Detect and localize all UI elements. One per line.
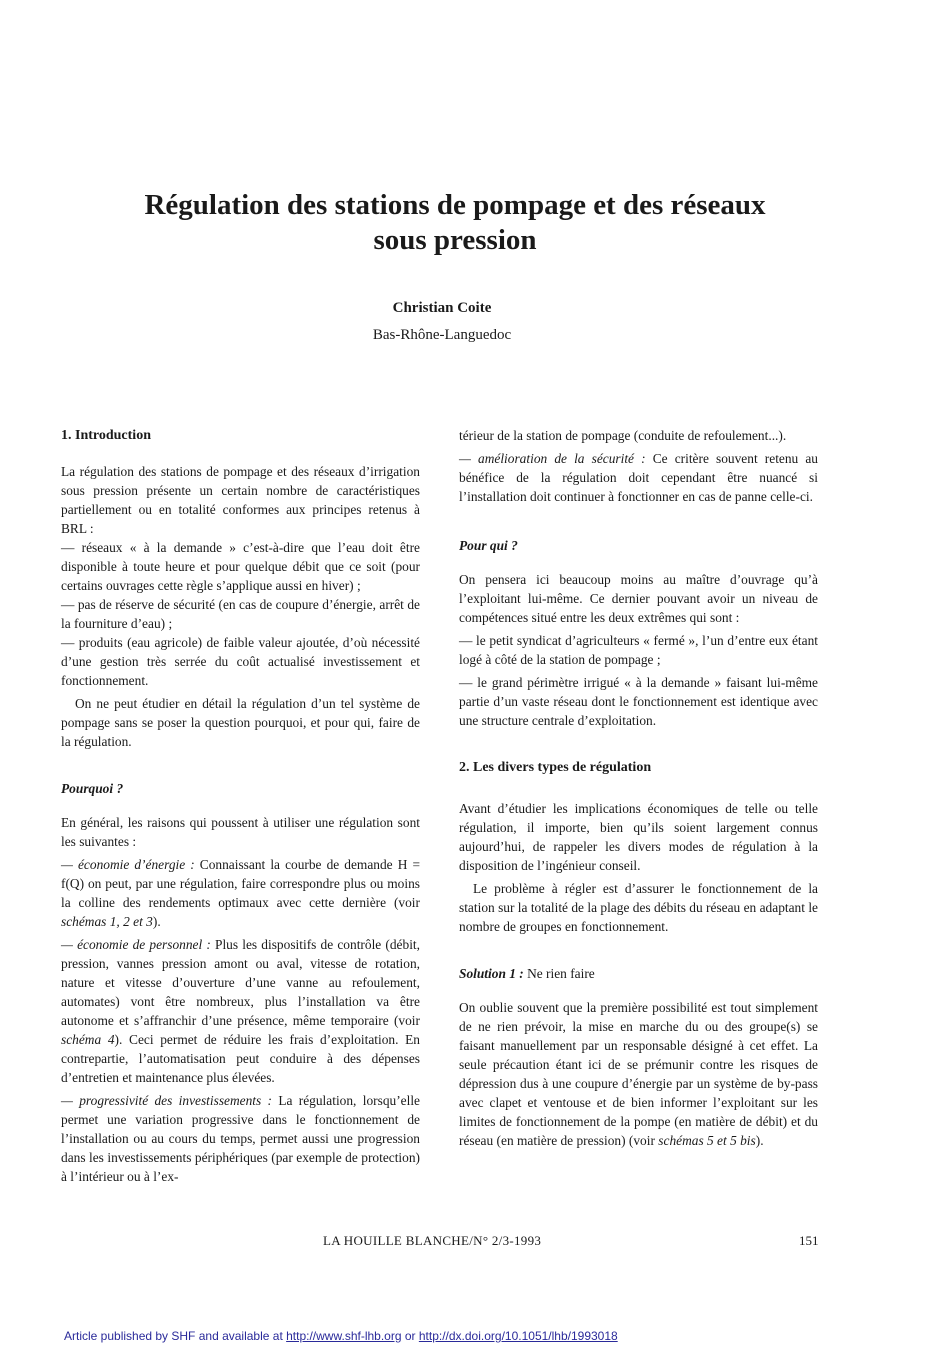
reason-energie: [61, 855, 420, 931]
author-name: Christian Coite: [392, 300, 492, 316]
reason-securite-text: Ce critère souvent retenu au bénéfice de la régulation doit cependant être nuancé si l’installation doit continuer à fonctionner en cas de panne celle-ci.: [459, 451, 818, 504]
intro-paragraph-1: La régulation des stations de pompage et des réseaux d’irrigation sous pression présente un certain nombre de caractéristiques partiellement ou en totalité conformes aux principes retenus à BRL :: [61, 464, 420, 536]
intro-list-item-1: — réseaux « à la demande » c’est-à-dire que l’eau doit être disponible à toute heure et pour quelque débit que ce soit (pour certains ouvrages cette règle s’applique aussi en hiver) ;: [61, 540, 420, 593]
pour-qui-paragraph-1: On pensera ici beaucoup moins au maître d’ouvrage qu’à l’exploitant lui-même. Ce dernier pouvant avoir un niveau de compétences situé entre les deux extrêmes qui sont :: [459, 572, 818, 625]
subheading-pour-qui: Pour qui ?: [459, 538, 518, 553]
left-column: [61, 426, 420, 1186]
availability-prefix: Article published by SHF and available at: [64, 1329, 287, 1343]
pourquoi-paragraph-1: En général, les raisons qui poussent à utiliser une régulation sont les suivantes :: [61, 815, 420, 849]
reason-securite-label: — amélioration de la sécurité :: [459, 451, 646, 466]
solution-1-text-a: On oublie souvent que la première possibilité est tout simplement de ne rien prévoir, la mise en marche du ou des groupe(s) se faisant manuellement par un responsable désigné à cet effet. La seule précaution étant ici de se prémunir contre les risques de dépression dus à une coupure d’énergie par un système de by-pass avec clapet et ventouse et de bien informer l’exploitant sur les limites de fonctionnement de la pompe (en matière de débit) et du réseau (en matière de pression) (voir: [459, 1000, 818, 1148]
reason-personnel-text-b: ). Ceci permet de réduire les frais d’exploitation. En contrepartie, l’automatisation peut conduire à des dépenses d’entretien et maintenance plus élevées.: [61, 1032, 420, 1085]
types-paragraph-2: Le problème à régler est d’assurer le fonctionnement de la station sur la totalité de la plage des débits du réseau en adaptant le nombre de groupes en fonctionnement.: [459, 881, 818, 934]
solution-1-title: Ne rien faire: [523, 966, 595, 981]
article-availability-note: [64, 1329, 618, 1343]
reason-energie-ref: schémas 1, 2 et 3: [61, 914, 153, 929]
section-heading-types: 2. Les divers types de régulation: [459, 760, 652, 775]
reason-invest-text: La régulation, lorsqu’elle permet une variation progressive dans le fonctionnement de l’installation ou au cours du temps, permet aussi une progression dans les investissements périphériques (par exemple de protection) à l’intérieur ou à l’ex-: [61, 1093, 420, 1184]
reason-energie-text-b: ).: [152, 914, 161, 929]
page-number: 151: [799, 1233, 819, 1248]
shf-link[interactable]: http://www.shf-lhb.org: [286, 1329, 402, 1343]
article-title: [60, 188, 850, 258]
reason-energie-label: — économie d’énergie :: [61, 857, 195, 872]
availability-middle: or: [401, 1329, 419, 1343]
journal-citation: LA HOUILLE BLANCHE/N° 2/3-1993: [323, 1233, 542, 1248]
types-paragraph-1: Avant d’étudier les implications économiques de telle ou telle régulation, il importe, bien qu’ils soient largement connus aujourd’hui, de rappeler les divers modes de régulation à la disposition de l’ingénieur conseil.: [459, 801, 818, 873]
section-heading-introduction: 1. Introduction: [61, 428, 151, 443]
pour-qui-item-2: — le grand périmètre irrigué « à la demande » faisant lui-même partie d’un vaste réseau dont le fonctionnement est identique avec une structure centrale d’exploitation.: [459, 675, 818, 728]
pour-qui-item-1: — le petit syndicat d’agriculteurs « fermé », l’un d’entre eux étant logé à côté de la station de pompage ;: [459, 633, 818, 667]
reason-invest-label: — progressivité des investissements :: [61, 1093, 272, 1108]
title-line-1: Régulation des stations de pompage et des réseaux: [144, 189, 766, 221]
subheading-pourquoi: Pourquoi ?: [61, 781, 124, 796]
reason-personnel: [61, 935, 420, 1087]
solution-1-ref: schémas 5 et 5 bis: [658, 1133, 756, 1148]
intro-paragraph-2: On ne peut étudier en détail la régulation d’un tel système de pompage sans se poser la question pourquoi, et pour qui, faire de la régulation.: [61, 696, 420, 749]
intro-list-item-2: — pas de réserve de sécurité (en cas de coupure d’énergie, arrêt de la fourniture d’eau) ;: [61, 597, 420, 631]
author-affiliation: Bas-Rhône-Languedoc: [372, 327, 512, 343]
title-line-2: sous pression: [373, 224, 537, 256]
solution-1-heading: [459, 964, 818, 983]
continued-text: térieur de la station de pompage (conduite de refoulement...).: [459, 428, 787, 443]
reason-personnel-ref: schéma 4: [61, 1032, 115, 1047]
solution-1-label: Solution 1 :: [459, 966, 524, 981]
reason-securite: [459, 449, 818, 506]
reason-energie-text-a: Connaissant la courbe de demande H = f(Q) on peut, par une régulation, faire correspondre plus ou moins la colline des rendements optimaux avec cette dernière (voir: [61, 857, 421, 910]
doi-link[interactable]: http://dx.doi.org/10.1051/lhb/1993018: [418, 1329, 618, 1343]
right-column: [459, 426, 818, 1150]
reason-personnel-label: — économie de personnel :: [61, 937, 211, 952]
solution-1-paragraph: [459, 998, 818, 1150]
reason-investissements: [61, 1091, 420, 1186]
solution-1-text-b: ).: [755, 1133, 764, 1148]
reason-personnel-text-a: Plus les dispositifs de contrôle (débit, pression, vannes pression amont ou aval, vitesse de rotation, nature et vitesse d’ouverture d’une vanne au refoulement, automates) vont être nombreux, plus l’installation va être autonome et s’affranchir d’une présence, même temporaire (voir: [61, 937, 420, 1028]
intro-list-item-3: — produits (eau agricole) de faible valeur ajoutée, d’où nécessité d’une gestion très serrée du coût actualisé investissement et fonctionnement.: [61, 635, 420, 688]
